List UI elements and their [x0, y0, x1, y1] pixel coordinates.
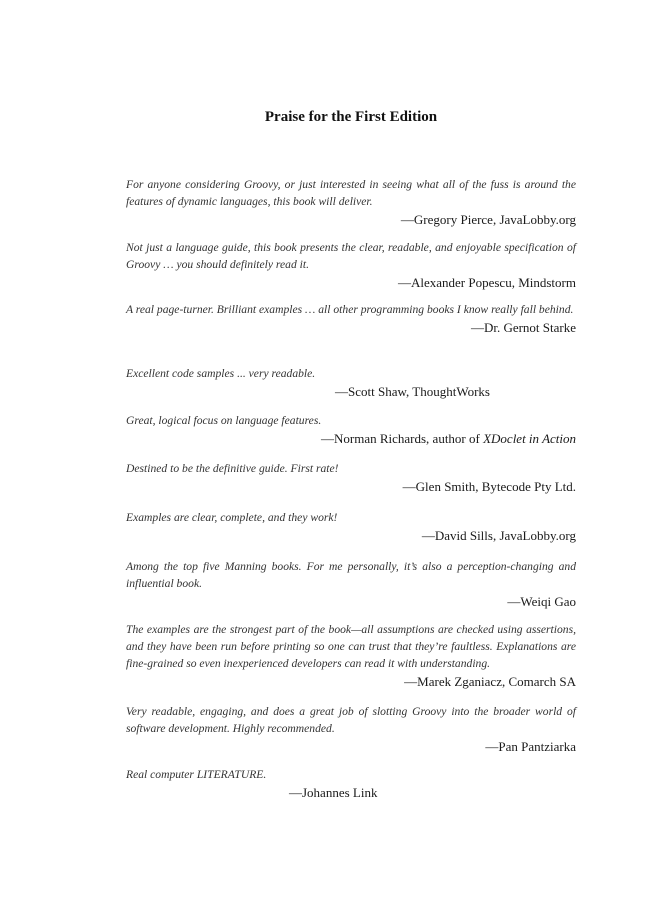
quote-david-sills	[126, 509, 576, 545]
quote-attribution	[126, 430, 576, 448]
quote-gregory-pierce	[126, 176, 576, 229]
quote-attribution: —Weiqi Gao	[507, 594, 576, 609]
quote-text: Among the top five Manning books. For me personally, it’s also a perception-changing and influential book.	[126, 560, 576, 590]
quote-text: Great, logical focus on language features.	[126, 414, 322, 427]
quote-attribution: —Glen Smith, Bytecode Pty Ltd.	[402, 479, 576, 494]
quote-attribution: —Marek Zganiacz, Comarch SA	[404, 674, 576, 689]
quote-glen-smith	[126, 460, 576, 496]
quote-marek-zganiacz	[126, 621, 576, 691]
quote-pan-pantziarka	[126, 703, 576, 756]
quote-norman-richards	[126, 412, 576, 448]
quote-text: Excellent code samples ... very readable.	[126, 367, 316, 380]
quote-attribution: —Dr. Gernot Starke	[470, 320, 576, 335]
quote-text: A real page-turner. Brilliant examples … all other programming books I know really fall behind.	[126, 303, 574, 316]
quote-attribution: —Scott Shaw, ThoughtWorks	[335, 384, 490, 399]
quote-attribution: —Johannes Link	[289, 785, 378, 800]
quote-text: Examples are clear, complete, and they work!	[126, 511, 338, 524]
quote-text: Real computer LITERATURE.	[126, 768, 267, 781]
quote-johannes-link	[126, 766, 576, 802]
quote-attribution: —Gregory Pierce, JavaLobby.org	[400, 212, 576, 227]
quote-attribution: —David Sills, JavaLobby.org	[421, 528, 576, 543]
page-title: Praise for the First Edition	[264, 109, 438, 125]
attribution-book-title: XDoclet in Action	[483, 431, 576, 446]
quote-attribution: —Alexander Popescu, Mindstorm	[397, 275, 576, 290]
quote-text: Destined to be the definitive guide. First rate!	[126, 462, 339, 475]
attribution-author: —Norman Richards, author of	[320, 431, 484, 446]
quote-weiqi-gao	[126, 558, 576, 611]
quote-text: For anyone considering Groovy, or just interested in seeing what all of the fuss is around the features of dynamic languages, this book will deliver.	[126, 178, 576, 208]
quote-text: Not just a language guide, this book presents the clear, readable, and enjoyable specification of Groovy … you should definitely read it.	[126, 241, 576, 271]
quote-text: The examples are the strongest part of the book—all assumptions are checked using assertions, and they have been run before printing so one can trust that they’re faultless. Explanations are fine-grained so even inexperienced developers can read it with understanding.	[126, 623, 576, 670]
quote-text: Very readable, engaging, and does a great job of slotting Groovy into the broader world of software development. Highly recommended.	[126, 705, 576, 735]
quote-gernot-starke	[126, 301, 576, 337]
quote-scott-shaw	[126, 365, 576, 401]
quote-attribution: —Pan Pantziarka	[485, 739, 576, 754]
quote-alexander-popescu	[126, 239, 576, 292]
